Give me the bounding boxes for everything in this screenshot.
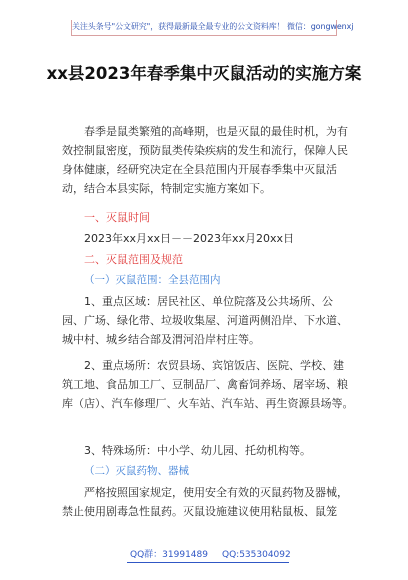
section-heading-scope: 二、灭鼠范围及规范: [84, 253, 183, 266]
item-special-places: 3、特殊场所：中小学、幼儿园、托幼机构等。: [84, 444, 311, 457]
header-banner: [71, 20, 354, 36]
intro-paragraph: 春季是鼠类繁殖的高峰期，也是灭鼠的最佳时机，为有效控制鼠密度，预防鼠类传染疾病的发生和流行，保障人民身体健康，经研究决定在全县范围内开展春季集中灭鼠活动，结合本县实际，特制定实施方案如下。: [62, 125, 348, 195]
time-range-text: 2023年xx月xx日－－2023年xx月20xx日: [84, 232, 295, 245]
section-heading-time: 一、灭鼠时间: [84, 211, 150, 224]
footer-qq: QQ:535304092: [222, 550, 291, 560]
footer-qq-group: QQ群：31991489: [130, 550, 208, 560]
subheading-scope: （一）灭鼠范围：全县范围内: [84, 274, 221, 286]
document-title: xx县2023年春季集中灭鼠活动的实施方案: [46, 64, 362, 83]
item-key-places: 2、重点场所：农贸县场、宾馆饭店、医院、学校、建筑工地、食品加工厂、豆制品厂、禽畜饲养场、屠宰场、粮库（店）、汽车修理厂、火车站、汽车站、再生资源县场等。: [62, 359, 354, 410]
drugs-paragraph: 严格按照国家规定，使用安全有效的灭鼠药物及器械，禁止使用剧毒急性鼠药。灭鼠设施建议使用粘鼠板、鼠笼: [62, 486, 348, 518]
subheading-drugs: （二）灭鼠药物、器械: [84, 465, 189, 477]
footer-underline: [127, 562, 289, 563]
banner-text: 关注头条号"公文研究"，获得最新最全最专业的公文资料库！ 微信：gongwenxj: [72, 22, 354, 31]
item-key-areas: 1、重点区域：居民社区、单位院落及公共场所、公园、广场、绿化带、垃圾收集屋、河道两侧沿岸、下水道、城中村、城乡结合部及渭河沿岸村庄等。: [62, 295, 348, 346]
